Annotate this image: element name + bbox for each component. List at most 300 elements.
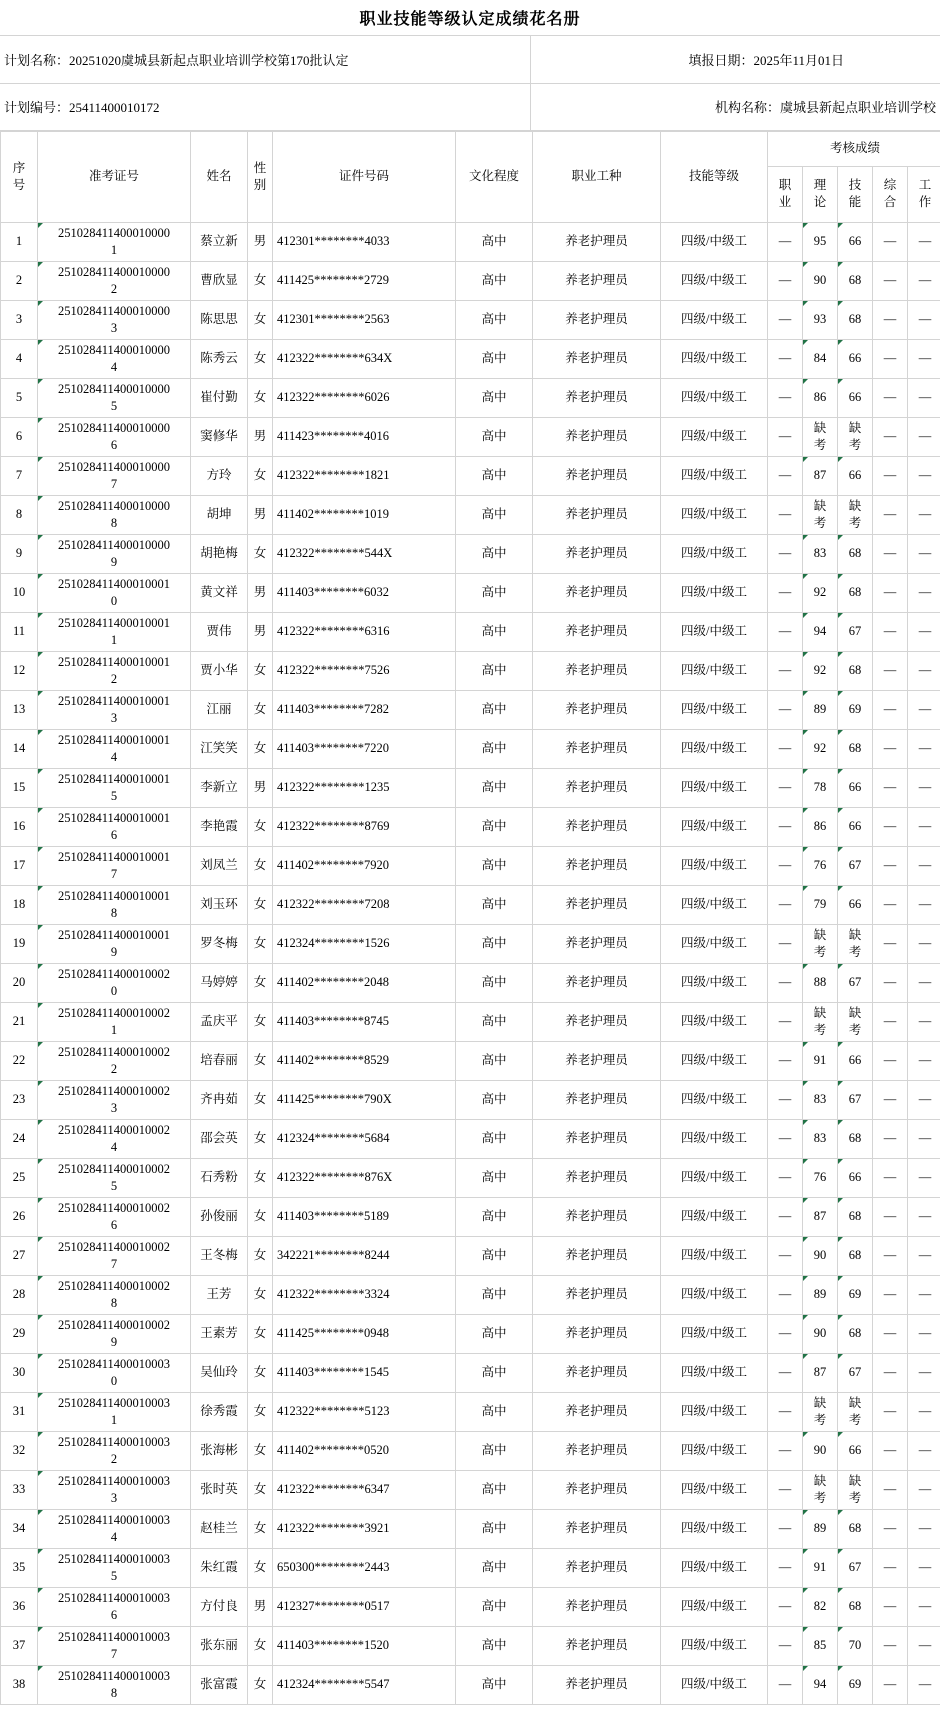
cell-ticket: 2510284114000100008 [38,495,191,534]
cell-score-lilun: 缺考 [803,495,838,534]
cell-score-jineng: 69 [838,1665,873,1704]
cell-level: 四级/中级工 [661,690,768,729]
cell-job: 养老护理员 [533,1236,661,1275]
text-number-error-indicator-icon [38,1315,43,1320]
text-number-error-indicator-icon [838,808,843,813]
cell-edu: 高中 [456,1431,533,1470]
cell-ticket: 2510284114000100025 [38,1158,191,1197]
text-number-error-indicator-icon [803,652,808,657]
cell-idno: 650300********2443 [273,1548,456,1587]
cell-job: 养老护理员 [533,573,661,612]
table-row [1,1509,940,1548]
cell-no: 22 [1,1041,38,1080]
cell-score-zhiye: — [768,300,803,339]
cell-gender: 女 [248,456,273,495]
cell-gender: 女 [248,1548,273,1587]
cell-edu: 高中 [456,1002,533,1041]
cell-job: 养老护理员 [533,1587,661,1626]
cell-idno: 412322********7526 [273,651,456,690]
cell-score-jineng: 66 [838,885,873,924]
cell-level: 四级/中级工 [661,456,768,495]
text-number-error-indicator-icon [803,340,808,345]
cell-idno: 411403********7282 [273,690,456,729]
cell-level: 四级/中级工 [661,1431,768,1470]
cell-job: 养老护理员 [533,1392,661,1431]
cell-name: 王冬梅 [191,1236,248,1275]
cell-level: 四级/中级工 [661,651,768,690]
text-number-error-indicator-icon [38,613,43,618]
cell-edu: 高中 [456,924,533,963]
cell-score-gongzuo: — [908,1041,940,1080]
cell-level: 四级/中级工 [661,729,768,768]
table-row [1,924,940,963]
cell-score-gongzuo: — [908,495,940,534]
report-date-cell [530,36,940,83]
cell-name: 张东丽 [191,1626,248,1665]
cell-name: 张富霞 [191,1665,248,1704]
cell-score-lilun: 90 [803,1236,838,1275]
cell-job: 养老护理员 [533,261,661,300]
table-row [1,1548,940,1587]
cell-score-gongzuo: — [908,1470,940,1509]
table-row [1,1236,940,1275]
cell-score-lilun: 92 [803,729,838,768]
cell-score-zonghe: — [873,495,908,534]
cell-ticket: 2510284114000100021 [38,1002,191,1041]
text-number-error-indicator-icon [38,1549,43,1554]
cell-score-jineng: 缺考 [838,924,873,963]
cell-gender: 女 [248,963,273,1002]
cell-score-zonghe: — [873,534,908,573]
cell-score-zhiye: — [768,1197,803,1236]
cell-ticket: 2510284114000100013 [38,690,191,729]
cell-ticket: 2510284114000100030 [38,1353,191,1392]
cell-gender: 男 [248,495,273,534]
cell-edu: 高中 [456,1236,533,1275]
cell-edu: 高中 [456,1509,533,1548]
cell-idno: 411403********8745 [273,1002,456,1041]
cell-score-jineng: 68 [838,534,873,573]
text-number-error-indicator-icon [803,379,808,384]
cell-no: 29 [1,1314,38,1353]
cell-score-gongzuo: — [908,1314,940,1353]
cell-score-zonghe: — [873,1431,908,1470]
cell-score-zonghe: — [873,339,908,378]
text-number-error-indicator-icon [838,691,843,696]
cell-score-lilun: 89 [803,1509,838,1548]
cell-job: 养老护理员 [533,1314,661,1353]
cell-score-zonghe: — [873,1158,908,1197]
cell-no: 37 [1,1626,38,1665]
cell-score-jineng: 68 [838,1236,873,1275]
cell-name: 齐冉茹 [191,1080,248,1119]
cell-job: 养老护理员 [533,729,661,768]
cell-level: 四级/中级工 [661,417,768,456]
table-row [1,456,940,495]
text-number-error-indicator-icon [838,730,843,735]
cell-ticket: 2510284114000100015 [38,768,191,807]
text-number-error-indicator-icon [38,1627,43,1632]
cell-job: 养老护理员 [533,339,661,378]
text-number-error-indicator-icon [838,886,843,891]
cell-score-jineng: 66 [838,768,873,807]
cell-job: 养老护理员 [533,300,661,339]
cell-name: 王芳 [191,1275,248,1314]
text-number-error-indicator-icon [838,223,843,228]
cell-idno: 411425********0948 [273,1314,456,1353]
cell-score-lilun: 78 [803,768,838,807]
table-row [1,1119,940,1158]
cell-gender: 女 [248,261,273,300]
cell-no: 8 [1,495,38,534]
cell-edu: 高中 [456,846,533,885]
cell-score-zhiye: — [768,1275,803,1314]
cell-idno: 411403********6032 [273,573,456,612]
text-number-error-indicator-icon [38,379,43,384]
text-number-error-indicator-icon [38,1354,43,1359]
cell-score-gongzuo: — [908,534,940,573]
cell-level: 四级/中级工 [661,1548,768,1587]
cell-gender: 女 [248,1275,273,1314]
cell-score-zonghe: — [873,1236,908,1275]
text-number-error-indicator-icon [838,1120,843,1125]
header-no [1,131,38,222]
cell-job: 养老护理员 [533,963,661,1002]
cell-ticket: 2510284114000100024 [38,1119,191,1158]
text-number-error-indicator-icon [38,1666,43,1671]
cell-edu: 高中 [456,378,533,417]
cell-score-zhiye: — [768,1626,803,1665]
cell-score-zhiye: — [768,807,803,846]
cell-idno: 411423********4016 [273,417,456,456]
header-no-label: 序号 [12,160,26,192]
cell-job: 养老护理员 [533,1470,661,1509]
cell-score-zhiye: — [768,378,803,417]
text-number-error-indicator-icon [838,1042,843,1047]
cell-level: 四级/中级工 [661,1002,768,1041]
cell-score-lilun: 94 [803,1665,838,1704]
cell-score-zhiye: — [768,612,803,651]
text-number-error-indicator-icon [38,1276,43,1281]
text-number-error-indicator-icon [838,1510,843,1515]
cell-edu: 高中 [456,1314,533,1353]
cell-score-jineng: 66 [838,807,873,846]
cell-idno: 411425********790X [273,1080,456,1119]
cell-job: 养老护理员 [533,417,661,456]
cell-no: 32 [1,1431,38,1470]
text-number-error-indicator-icon [838,1588,843,1593]
text-number-error-indicator-icon [38,769,43,774]
text-number-error-indicator-icon [838,1237,843,1242]
cell-gender: 女 [248,807,273,846]
cell-gender: 女 [248,729,273,768]
cell-ticket: 2510284114000100027 [38,1236,191,1275]
cell-score-gongzuo: — [908,1080,940,1119]
text-number-error-indicator-icon [38,1432,43,1437]
cell-name: 胡坤 [191,495,248,534]
cell-score-gongzuo: — [908,924,940,963]
cell-score-zonghe: — [873,417,908,456]
cell-level: 四级/中级工 [661,573,768,612]
header-name: 姓名 [191,131,248,222]
table-row [1,1470,940,1509]
cell-gender: 女 [248,651,273,690]
cell-edu: 高中 [456,1197,533,1236]
cell-score-zonghe: — [873,846,908,885]
cell-edu: 高中 [456,456,533,495]
text-number-error-indicator-icon [803,1042,808,1047]
text-number-error-indicator-icon [38,262,43,267]
cell-name: 方付良 [191,1587,248,1626]
table-row [1,1626,940,1665]
cell-job: 养老护理员 [533,534,661,573]
cell-no: 2 [1,261,38,300]
text-number-error-indicator-icon [803,1120,808,1125]
cell-gender: 女 [248,1392,273,1431]
text-number-error-indicator-icon [803,1588,808,1593]
cell-edu: 高中 [456,1353,533,1392]
cell-name: 徐秀霞 [191,1392,248,1431]
header-gender [248,131,273,222]
cell-idno: 412324********5547 [273,1665,456,1704]
cell-no: 18 [1,885,38,924]
header-score-zonghe [873,166,908,222]
cell-score-gongzuo: — [908,300,940,339]
cell-score-zonghe: — [873,1470,908,1509]
cell-no: 1 [1,222,38,261]
cell-score-gongzuo: — [908,1197,940,1236]
cell-idno: 412322********634X [273,339,456,378]
plan-code-label: 计划编号： [4,100,70,115]
cell-ticket: 2510284114000100003 [38,300,191,339]
cell-ticket: 2510284114000100004 [38,339,191,378]
cell-name: 培春丽 [191,1041,248,1080]
cell-score-zhiye: — [768,1236,803,1275]
cell-score-zhiye: — [768,1470,803,1509]
text-number-error-indicator-icon [38,1120,43,1125]
text-number-error-indicator-icon [38,1042,43,1047]
cell-name: 张时英 [191,1470,248,1509]
cell-score-gongzuo: — [908,1392,940,1431]
cell-score-zonghe: — [873,573,908,612]
text-number-error-indicator-icon [38,730,43,735]
cell-ticket: 2510284114000100011 [38,612,191,651]
text-number-error-indicator-icon [803,1510,808,1515]
table-row [1,1353,940,1392]
cell-job: 养老护理员 [533,924,661,963]
table-row [1,729,940,768]
cell-edu: 高中 [456,1665,533,1704]
text-number-error-indicator-icon [38,1393,43,1398]
cell-job: 养老护理员 [533,495,661,534]
cell-score-zhiye: — [768,1158,803,1197]
text-number-error-indicator-icon [838,847,843,852]
cell-gender: 女 [248,300,273,339]
cell-job: 养老护理员 [533,1548,661,1587]
cell-name: 陈秀云 [191,339,248,378]
text-number-error-indicator-icon [838,457,843,462]
cell-gender: 男 [248,573,273,612]
cell-edu: 高中 [456,1158,533,1197]
cell-score-jineng: 66 [838,339,873,378]
cell-job: 养老护理员 [533,1002,661,1041]
table-row [1,378,940,417]
cell-job: 养老护理员 [533,378,661,417]
cell-ticket: 2510284114000100026 [38,1197,191,1236]
cell-score-lilun: 缺考 [803,1470,838,1509]
cell-score-lilun: 89 [803,690,838,729]
header-score-jineng-label: 技能 [848,178,862,209]
header-score-group: 考核成绩 [768,131,940,166]
cell-score-lilun: 89 [803,1275,838,1314]
cell-idno: 412322********3921 [273,1509,456,1548]
cell-level: 四级/中级工 [661,222,768,261]
cell-score-gongzuo: — [908,1509,940,1548]
cell-ticket: 2510284114000100036 [38,1587,191,1626]
cell-score-zonghe: — [873,1665,908,1704]
cell-score-zhiye: — [768,963,803,1002]
cell-job: 养老护理员 [533,1080,661,1119]
cell-score-lilun: 95 [803,222,838,261]
text-number-error-indicator-icon [803,574,808,579]
cell-no: 36 [1,1587,38,1626]
text-number-error-indicator-icon [838,1276,843,1281]
table-row [1,1275,940,1314]
cell-idno: 412324********5684 [273,1119,456,1158]
cell-idno: 411402********0520 [273,1431,456,1470]
plan-name-value: 20251020虞城县新起点职业培训学校第170批认定 [69,52,349,68]
cell-no: 7 [1,456,38,495]
cell-no: 4 [1,339,38,378]
cell-score-jineng: 68 [838,261,873,300]
cell-job: 养老护理员 [533,612,661,651]
cell-ticket: 2510284114000100022 [38,1041,191,1080]
text-number-error-indicator-icon [838,769,843,774]
cell-level: 四级/中级工 [661,1665,768,1704]
table-row [1,1080,940,1119]
cell-score-lilun: 缺考 [803,924,838,963]
cell-level: 四级/中级工 [661,1275,768,1314]
cell-score-jineng: 67 [838,1548,873,1587]
cell-score-jineng: 缺考 [838,1002,873,1041]
cell-score-zonghe: — [873,651,908,690]
cell-ticket: 2510284114000100037 [38,1626,191,1665]
cell-score-gongzuo: — [908,456,940,495]
cell-ticket: 2510284114000100031 [38,1392,191,1431]
cell-score-zonghe: — [873,1197,908,1236]
text-number-error-indicator-icon [38,574,43,579]
cell-score-zonghe: — [873,768,908,807]
cell-score-zhiye: — [768,417,803,456]
table-row [1,612,940,651]
cell-no: 34 [1,1509,38,1548]
cell-score-jineng: 67 [838,963,873,1002]
cell-ticket: 2510284114000100033 [38,1470,191,1509]
cell-no: 20 [1,963,38,1002]
cell-score-zonghe: — [873,1041,908,1080]
cell-no: 38 [1,1665,38,1704]
cell-idno: 411403********1520 [273,1626,456,1665]
table-row [1,963,940,1002]
cell-ticket: 2510284114000100010 [38,573,191,612]
cell-score-gongzuo: — [908,1158,940,1197]
cell-idno: 411402********1019 [273,495,456,534]
meta-row-2 [0,83,940,130]
org-name-value: 虞城县新起点职业培训学校 [779,100,936,115]
cell-no: 11 [1,612,38,651]
header-job: 职业工种 [533,131,661,222]
cell-score-lilun: 87 [803,456,838,495]
cell-no: 25 [1,1158,38,1197]
cell-score-zhiye: — [768,846,803,885]
text-number-error-indicator-icon [803,535,808,540]
cell-job: 养老护理员 [533,1041,661,1080]
cell-score-zonghe: — [873,1353,908,1392]
cell-no: 24 [1,1119,38,1158]
cell-score-jineng: 66 [838,378,873,417]
cell-level: 四级/中级工 [661,1236,768,1275]
cell-idno: 411403********5189 [273,1197,456,1236]
text-number-error-indicator-icon [838,652,843,657]
cell-gender: 女 [248,339,273,378]
cell-level: 四级/中级工 [661,1392,768,1431]
cell-name: 贾伟 [191,612,248,651]
cell-name: 刘玉环 [191,885,248,924]
cell-name: 贾小华 [191,651,248,690]
cell-gender: 女 [248,846,273,885]
cell-name: 马婷婷 [191,963,248,1002]
cell-score-gongzuo: — [908,651,940,690]
cell-score-jineng: 67 [838,1353,873,1392]
text-number-error-indicator-icon [803,1081,808,1086]
cell-score-gongzuo: — [908,612,940,651]
cell-idno: 412322********7208 [273,885,456,924]
cell-score-zhiye: — [768,456,803,495]
cell-job: 养老护理员 [533,768,661,807]
cell-name: 江笑笑 [191,729,248,768]
header-score-zhiye-label: 职业 [778,178,792,209]
cell-name: 李新立 [191,768,248,807]
cell-gender: 女 [248,1080,273,1119]
cell-no: 10 [1,573,38,612]
cell-level: 四级/中级工 [661,1587,768,1626]
cell-ticket: 2510284114000100034 [38,1509,191,1548]
roster-body [1,222,940,1704]
cell-score-zhiye: — [768,1119,803,1158]
text-number-error-indicator-icon [38,691,43,696]
cell-edu: 高中 [456,1275,533,1314]
header-score-gongzuo [908,166,940,222]
cell-job: 养老护理员 [533,1509,661,1548]
cell-name: 胡艳梅 [191,534,248,573]
cell-score-zhiye: — [768,1587,803,1626]
cell-score-gongzuo: — [908,768,940,807]
text-number-error-indicator-icon [38,496,43,501]
cell-job: 养老护理员 [533,456,661,495]
cell-level: 四级/中级工 [661,378,768,417]
cell-score-jineng: 68 [838,1197,873,1236]
text-number-error-indicator-icon [803,262,808,267]
cell-score-zonghe: — [873,1509,908,1548]
cell-name: 吴仙玲 [191,1353,248,1392]
cell-idno: 412324********1526 [273,924,456,963]
text-number-error-indicator-icon [803,964,808,969]
text-number-error-indicator-icon [803,1198,808,1203]
cell-level: 四级/中级工 [661,1197,768,1236]
cell-name: 王素芳 [191,1314,248,1353]
cell-score-jineng: 缺考 [838,1470,873,1509]
plan-name-cell [0,36,530,83]
